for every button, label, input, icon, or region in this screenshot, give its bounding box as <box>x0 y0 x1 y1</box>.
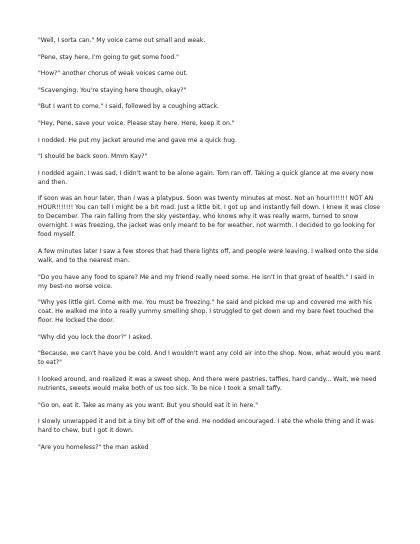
paragraph: "Are you homeless?" the man asked <box>38 443 149 451</box>
paragraph: "Hey, Pene, save your voice. Please stay here. Here, keep it on." <box>38 119 235 127</box>
paragraph: "Because, we can't have you be cold. And I wouldn't want any cold air into the shop. Now, what would you want to eat?" <box>38 350 381 367</box>
paragraph: "But I want to come." I said, followed by a coughing attack. <box>38 103 220 111</box>
paragraph: I looked around, and realized it was a sweet shop. And there were pastries, taffies, hard candy... Wait, we need nutrients, sweets would make both of us too sick. To be nice I took a small taffy. <box>38 375 377 392</box>
paragraph: I nodded. He put my jacket around me and gave me a quick hug. <box>38 136 237 144</box>
paragraph: "I should be back soon. Mmm Kay?" <box>38 153 148 161</box>
paragraph: "Why did you lock the door?" I asked. <box>38 333 153 341</box>
paragraph: "Why yes little girl. Come with me. You must be freezing." he said and picked me up and covered me with his coat. He walked me into a really yummy smelling shop. I struggled to get down and my bare feet touched the floor. He locked the door. <box>38 299 374 325</box>
paragraph: "Do you have any food to spare? Me and my friend really need some. He isn't in that great of health." I said in my best-no worse voice. <box>38 273 375 290</box>
paragraph: "Scavenging. You're staying here though, okay?" <box>38 86 187 94</box>
paragraph: "Well, I sorta can." My voice came out small and weak. <box>38 37 206 44</box>
paragraph: I slowly unwrapped it and bit a tiny bit off of the end. He nodded encouraged. I ate the whole thing and it was hard to chew, but I got it down. <box>38 418 374 435</box>
paragraph: "Go on, eat it. Take as many as you want. But you should eat it in here." <box>38 401 259 409</box>
paragraph: A few minutes later I saw a few stores that had there lights off, and people were leaving. I walked onto the side walk, and to the nearest man. <box>38 247 379 264</box>
paragraph: "How?" another chorus of weak voices came out. <box>38 70 188 78</box>
paragraph: If soon was an hour later, than I was a platypus. Soon was twenty minutes at most. Not an hour!!!!!!! NOT AN HOUR!!!!!!! You can tell I might be a bit mad. Just a little bit. I got up and instantly fell down. I knew it was close to December. The rain falling from the sky yesterday, who knows why it was really warm, turned to snow overnight. I was freezing, the jacket was only meant to be for weather, not warmth. I decided to go looking for food myself. <box>38 195 380 239</box>
paragraph: "Pene, stay here, I'm going to get some food." <box>38 53 179 61</box>
paragraph: I nodded again. I was sad, I didn't want to be alone again. Tom ran off. Taking a quick glance at me every now and then. <box>38 169 374 186</box>
